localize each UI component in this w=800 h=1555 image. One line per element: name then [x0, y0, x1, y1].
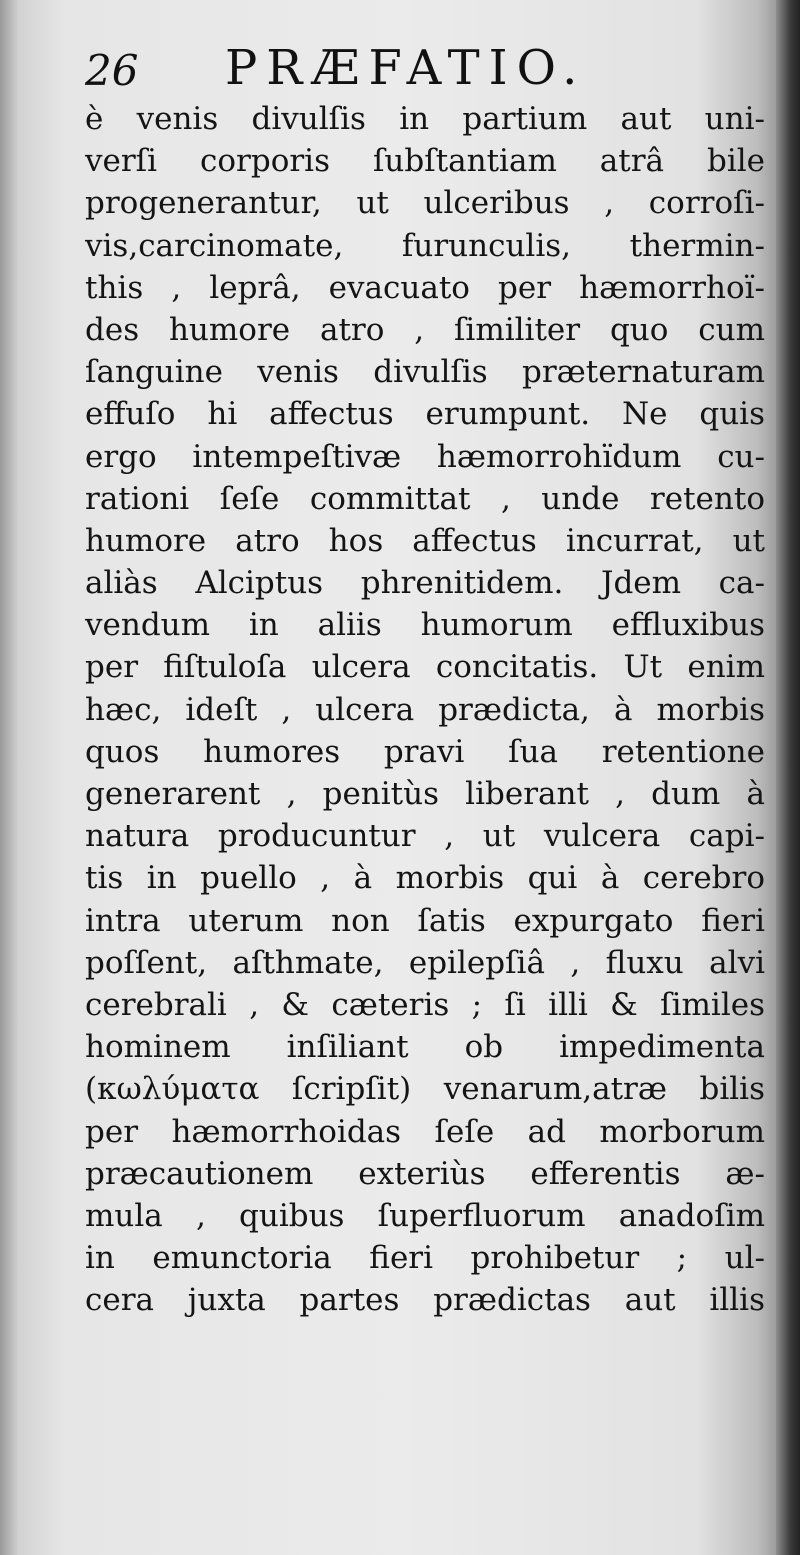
text-line: mula , quibus ſuperfluorum anadoſim	[85, 1197, 765, 1234]
text-line: this , leprâ, evacuato per hæmorrhoï-	[85, 269, 765, 306]
page-edge	[776, 0, 800, 1555]
text-line: vis,carcinomate, furunculis, thermin-	[85, 227, 765, 264]
page-header	[85, 40, 685, 102]
text-line: è venis divulſis in partium aut uni-	[85, 101, 765, 137]
text-line: rationi ſeſe committat , unde retento	[85, 480, 765, 517]
text-line: verſi corporis ſubſtantiam atrâ bile	[85, 143, 765, 180]
text-line: natura producuntur , ut vulcera capi-	[85, 818, 765, 855]
text-line: (κωλύματα ſcripſit) venarum,atræ bilis	[85, 1071, 765, 1108]
body-text	[85, 98, 765, 1321]
text-line: intra uterum non ſatis expurgato fieri	[85, 902, 765, 939]
text-line: progenerantur, ut ulceribus , corroſi-	[85, 185, 765, 222]
text-line: præcautionem exteriùs efferentis æ-	[85, 1155, 765, 1192]
text-line: generarent , penitùs liberant , dum à	[85, 776, 765, 812]
text-line: in emunctoria fieri prohibetur ; ul-	[85, 1240, 765, 1277]
text-line: cera juxta partes prædictas aut illis	[85, 1282, 765, 1319]
text-line: ergo intempeſtivæ hæmorrohïdum cu-	[85, 438, 765, 475]
text-line: humore atro hos affectus incurrat, ut	[85, 522, 765, 559]
text-line: hominem inſiliant ob impedimenta	[85, 1029, 765, 1066]
running-head: PRÆFATIO.	[225, 40, 587, 96]
text-line: aliàs Alciptus phrenitidem. Jdem ca-	[85, 565, 765, 602]
gutter-shadow	[0, 0, 18, 1555]
text-line: ſanguine venis divulſis præternaturam	[85, 354, 765, 391]
text-line: effuſo hi affectus erumpunt. Ne quis	[85, 396, 765, 433]
text-line: cerebrali , & cæteris ; ſi illi & ſimiles	[85, 986, 765, 1023]
text-line: per hæmorrhoidas ſeſe ad morborum	[85, 1113, 765, 1150]
text-line: des humore atro , ſimiliter quo cum	[85, 311, 765, 348]
text-line: quos humores pravi ſua retentione	[85, 733, 765, 770]
text-line: poſſent, aſthmate, epilepſiâ , fluxu alvi	[85, 944, 765, 981]
text-line: tis in puello , à morbis qui à cerebro	[85, 860, 765, 897]
text-line: hæc, ideſt , ulcera prædicta, à morbis	[85, 691, 765, 728]
text-line: per fiſtuloſa ulcera concitatis. Ut enim	[85, 649, 765, 686]
text-line: vendum in aliis humorum effluxibus	[85, 607, 765, 644]
page-number: 26	[85, 46, 139, 95]
